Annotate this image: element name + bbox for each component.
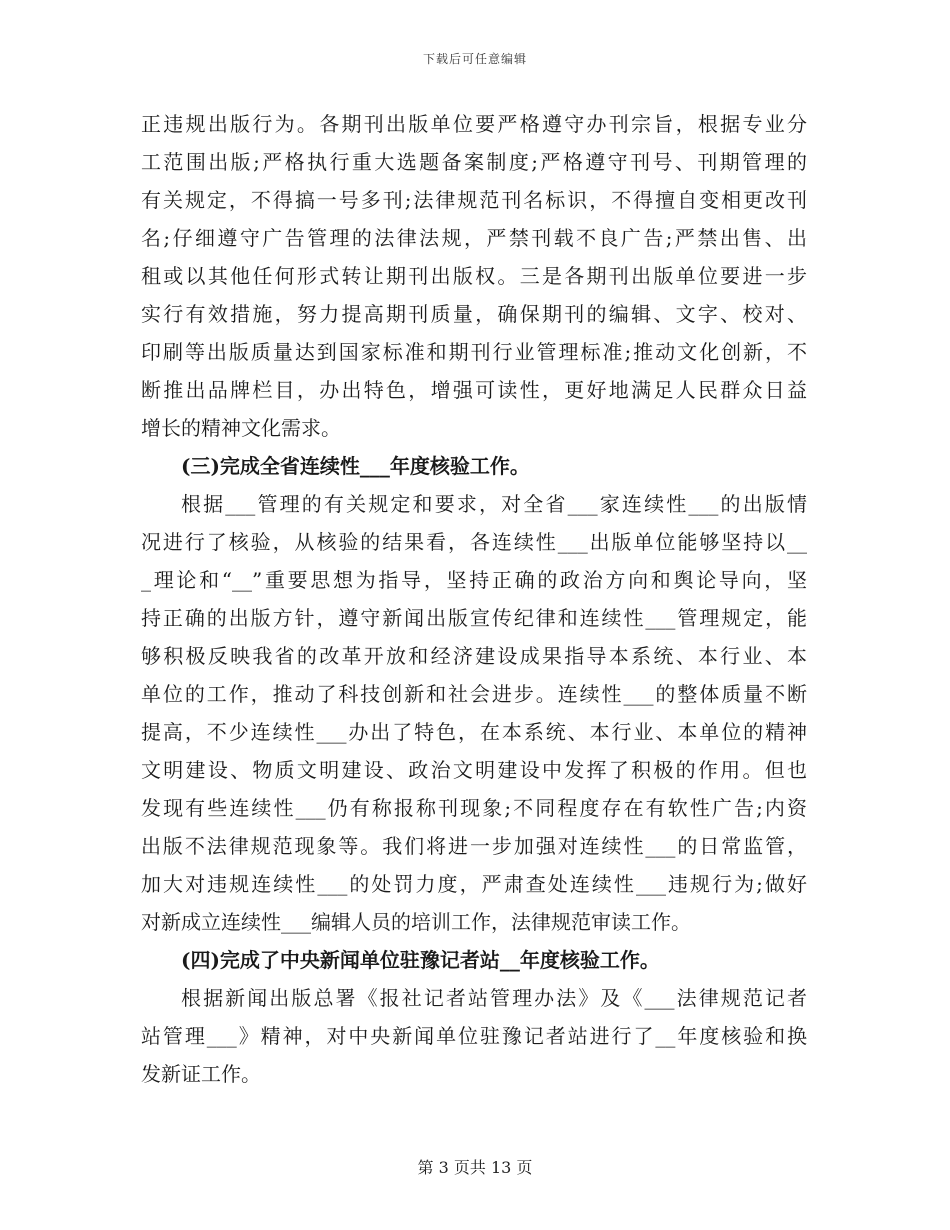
- document-body: [141, 105, 807, 1093]
- body-line: 况进行了核验，从核验的结果看，各连续性___出版单位能够坚持以__: [141, 530, 807, 554]
- body-line: 断推出品牌栏目，办出特色，增强可读性，更好地满足人民群众日益: [141, 378, 807, 402]
- body-line: 发新证工作。: [141, 1062, 261, 1086]
- body-line: 有关规定，不得搞一号多刊;法律规范刊名标识，不得擅自变相更改刊: [141, 188, 807, 212]
- section-heading-3: (三)完成全省连续性___年度核验工作。: [181, 454, 530, 478]
- body-line: 单位的工作，推动了科技创新和社会进步。连续性___的整体质量不断: [141, 682, 807, 706]
- page-number: 第 3 页共 13 页: [417, 1158, 533, 1177]
- body-line: 够积极反映我省的改革开放和经济建设成果指导本系统、本行业、本: [141, 644, 807, 668]
- body-line: 根据___管理的有关规定和要求，对全省___家连续性___的出版情: [181, 492, 807, 516]
- body-line: 根据新闻出版总署《报社记者站管理办法》及《___法律规范记者: [181, 986, 807, 1010]
- body-line: 提高，不少连续性___办出了特色，在本系统、本行业、本单位的精神: [141, 720, 807, 744]
- body-line: 名;仔细遵守广告管理的法律法规，严禁刊载不良广告;严禁出售、出: [141, 226, 807, 250]
- body-line: 文明建设、物质文明建设、政治文明建设中发挥了积极的作用。但也: [141, 758, 807, 782]
- body-line: 出版不法律规范现象等。我们将进一步加强对连续性___的日常监管，: [141, 834, 807, 858]
- body-line: 租或以其他任何形式转让期刊出版权。三是各期刊出版单位要进一步: [141, 264, 807, 288]
- body-line: 增长的精神文化需求。: [141, 416, 341, 440]
- page-header: 下载后可任意编辑: [422, 52, 527, 66]
- body-line: 工范围出版;严格执行重大选题备案制度;严格遵守刊号、刊期管理的: [141, 150, 807, 174]
- body-line: 对新成立连续性___编辑人员的培训工作，法律规范审读工作。: [141, 910, 691, 934]
- body-line: 站管理___》精神，对中央新闻单位驻豫记者站进行了__年度核验和换: [141, 1024, 807, 1048]
- body-line: _理论和“__”重要思想为指导，坚持正确的政治方向和舆论导向，坚: [141, 568, 807, 592]
- body-line: 印刷等出版质量达到国家标准和期刊行业管理标准;推动文化创新，不: [141, 340, 807, 364]
- body-line: 加大对违规连续性___的处罚力度，严肃查处连续性___违规行为;做好: [141, 872, 807, 896]
- section-heading-4: (四)完成了中央新闻单位驻豫记者站__年度核验工作。: [181, 948, 660, 972]
- body-line: 正违规出版行为。各期刊出版单位要严格遵守办刊宗旨，根据专业分: [141, 112, 807, 136]
- body-line: 实行有效措施，努力提高期刊质量，确保期刊的编辑、文字、校对、: [141, 302, 807, 326]
- body-line: 发现有些连续性___仍有称报称刊现象;不同程度存在有软性广告;内资: [141, 796, 807, 820]
- body-line: 持正确的出版方针，遵守新闻出版宣传纪律和连续性___管理规定，能: [141, 606, 807, 630]
